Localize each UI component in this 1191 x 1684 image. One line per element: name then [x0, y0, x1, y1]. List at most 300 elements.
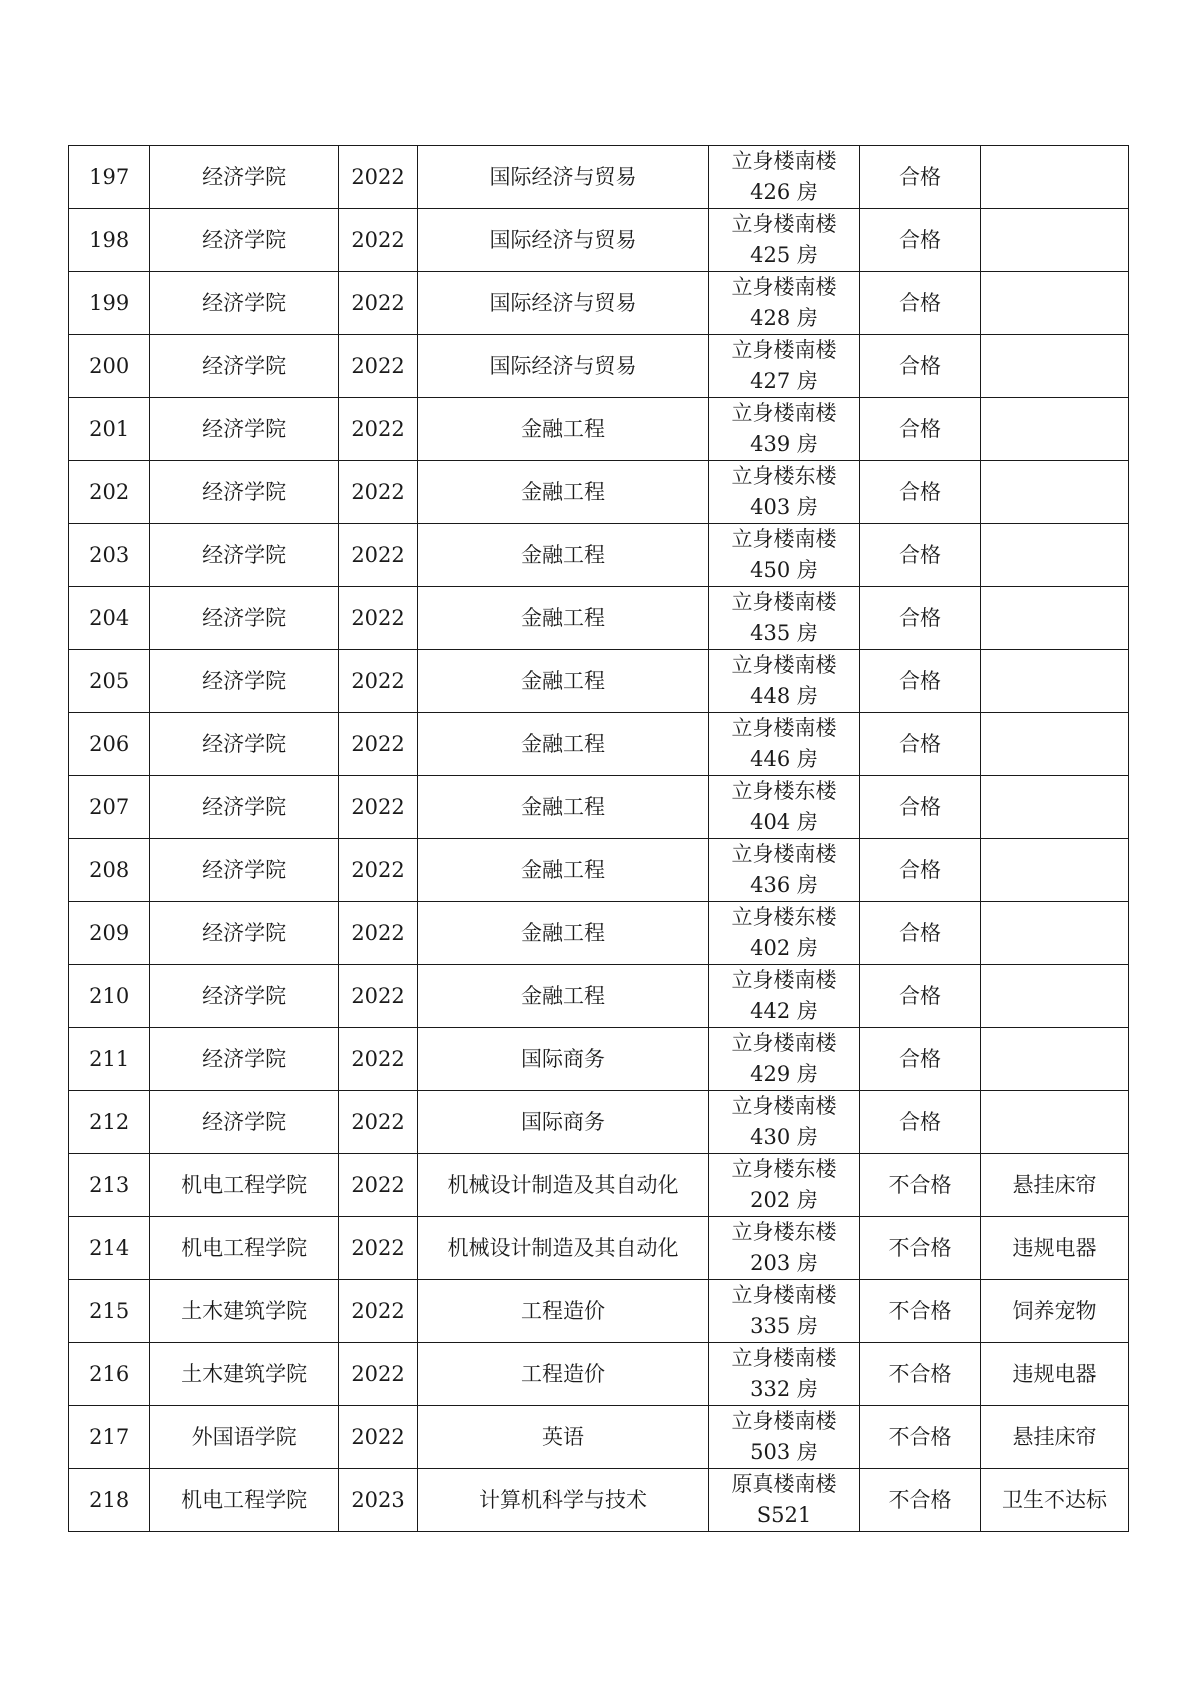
- dorm-building: 立身楼南楼: [731, 1283, 837, 1307]
- enrollment-year: 2022: [351, 983, 405, 1008]
- major-cell: [418, 1217, 709, 1280]
- major-cell: [418, 524, 709, 587]
- dorm-cell: [708, 461, 859, 524]
- table-row: [69, 209, 1129, 272]
- year-cell: [338, 839, 417, 902]
- result-cell: [860, 965, 981, 1028]
- dorm-building: 立身楼南楼: [731, 401, 837, 425]
- inspection-result: 合格: [898, 1046, 941, 1071]
- college-cell: [150, 209, 339, 272]
- enrollment-year: 2022: [351, 731, 405, 756]
- dorm-room: 426 房: [750, 180, 818, 204]
- table-row: [69, 1217, 1129, 1280]
- dorm-cell: [708, 965, 859, 1028]
- year-cell: [338, 965, 417, 1028]
- row-number: 210: [89, 983, 130, 1008]
- row-number: 208: [89, 857, 130, 882]
- inspection-result: 合格: [898, 227, 941, 252]
- inspection-result: 合格: [898, 920, 941, 945]
- dorm-building: 立身楼东楼: [731, 905, 837, 929]
- issue-cell: [980, 461, 1128, 524]
- major-cell: [418, 839, 709, 902]
- college-name: 经济学院: [202, 479, 287, 504]
- row-number-cell: [69, 776, 150, 839]
- row-number: 199: [89, 290, 130, 315]
- dorm-room: 335 房: [750, 1314, 818, 1338]
- enrollment-year: 2022: [351, 479, 405, 504]
- result-cell: [860, 1217, 981, 1280]
- year-cell: [338, 1280, 417, 1343]
- dorm-room: 427 房: [750, 369, 818, 393]
- major-name: 金融工程: [521, 668, 606, 693]
- table-row: [69, 1343, 1129, 1406]
- row-number: 215: [89, 1298, 130, 1323]
- violation-issue: 悬挂床帘: [1012, 1172, 1097, 1197]
- major-cell: [418, 272, 709, 335]
- issue-cell: [980, 650, 1128, 713]
- inspection-result: 合格: [898, 1109, 941, 1134]
- major-cell: [418, 965, 709, 1028]
- dorm-cell: [708, 1154, 859, 1217]
- dorm-room: 439 房: [750, 432, 818, 456]
- major-cell: [418, 902, 709, 965]
- row-number: 217: [89, 1424, 130, 1449]
- dorm-building: 立身楼南楼: [731, 149, 837, 173]
- college-cell: [150, 272, 339, 335]
- major-name: 机械设计制造及其自动化: [447, 1172, 679, 1197]
- major-name: 工程造价: [521, 1298, 606, 1323]
- dorm-cell: [708, 1091, 859, 1154]
- issue-cell: [980, 1343, 1128, 1406]
- result-cell: [860, 335, 981, 398]
- row-number: 203: [89, 542, 130, 567]
- dorm-cell: [708, 398, 859, 461]
- row-number: 204: [89, 605, 130, 630]
- year-cell: [338, 398, 417, 461]
- dorm-room: 332 房: [750, 1377, 818, 1401]
- college-cell: [150, 587, 339, 650]
- issue-cell: [980, 587, 1128, 650]
- enrollment-year: 2022: [351, 542, 405, 567]
- table-row: [69, 1154, 1129, 1217]
- row-number-cell: [69, 1091, 150, 1154]
- major-cell: [418, 1280, 709, 1343]
- dorm-building: 立身楼南楼: [731, 590, 837, 614]
- inspection-result: 合格: [898, 731, 941, 756]
- college-name: 土木建筑学院: [181, 1298, 308, 1323]
- result-cell: [860, 839, 981, 902]
- major-name: 计算机科学与技术: [479, 1487, 648, 1512]
- enrollment-year: 2022: [351, 794, 405, 819]
- major-cell: [418, 209, 709, 272]
- table-body: [69, 146, 1129, 1532]
- dorm-building: 立身楼南楼: [731, 212, 837, 236]
- dorm-room: 425 房: [750, 243, 818, 267]
- enrollment-year: 2022: [351, 290, 405, 315]
- dorm-inspection-table: [68, 145, 1129, 1532]
- issue-cell: [980, 335, 1128, 398]
- major-name: 金融工程: [521, 794, 606, 819]
- college-cell: [150, 776, 339, 839]
- enrollment-year: 2022: [351, 227, 405, 252]
- result-cell: [860, 1028, 981, 1091]
- dorm-cell: [708, 146, 859, 209]
- dorm-cell: [708, 1406, 859, 1469]
- year-cell: [338, 1028, 417, 1091]
- major-name: 金融工程: [521, 605, 606, 630]
- year-cell: [338, 1406, 417, 1469]
- violation-issue: 悬挂床帘: [1012, 1424, 1097, 1449]
- enrollment-year: 2022: [351, 1046, 405, 1071]
- table-row: [69, 1406, 1129, 1469]
- college-name: 机电工程学院: [181, 1172, 308, 1197]
- college-name: 经济学院: [202, 731, 287, 756]
- dorm-building: 立身楼南楼: [731, 842, 837, 866]
- row-number: 211: [89, 1046, 130, 1071]
- year-cell: [338, 1343, 417, 1406]
- college-cell: [150, 1154, 339, 1217]
- row-number-cell: [69, 209, 150, 272]
- major-name: 英语: [542, 1424, 585, 1449]
- inspection-result: 合格: [898, 605, 941, 630]
- dorm-room: 404 房: [750, 810, 818, 834]
- result-cell: [860, 650, 981, 713]
- dorm-room: 403 房: [750, 495, 818, 519]
- row-number-cell: [69, 335, 150, 398]
- row-number-cell: [69, 272, 150, 335]
- table-row: [69, 965, 1129, 1028]
- major-name: 金融工程: [521, 920, 606, 945]
- row-number: 197: [89, 164, 130, 189]
- violation-issue: 违规电器: [1012, 1235, 1097, 1260]
- major-cell: [418, 398, 709, 461]
- row-number-cell: [69, 902, 150, 965]
- dorm-building: 立身楼南楼: [731, 338, 837, 362]
- row-number-cell: [69, 839, 150, 902]
- row-number: 218: [89, 1487, 130, 1512]
- major-name: 机械设计制造及其自动化: [447, 1235, 679, 1260]
- enrollment-year: 2022: [351, 1298, 405, 1323]
- result-cell: [860, 398, 981, 461]
- issue-cell: [980, 902, 1128, 965]
- college-cell: [150, 1217, 339, 1280]
- major-name: 国际经济与贸易: [489, 164, 637, 189]
- row-number-cell: [69, 398, 150, 461]
- inspection-result: 合格: [898, 542, 941, 567]
- year-cell: [338, 776, 417, 839]
- dorm-cell: [708, 1217, 859, 1280]
- issue-cell: [980, 398, 1128, 461]
- row-number-cell: [69, 146, 150, 209]
- major-name: 金融工程: [521, 857, 606, 882]
- issue-cell: [980, 209, 1128, 272]
- row-number-cell: [69, 650, 150, 713]
- dorm-building: 立身楼东楼: [731, 779, 837, 803]
- major-cell: [418, 713, 709, 776]
- inspection-result: 合格: [898, 164, 941, 189]
- row-number: 198: [89, 227, 130, 252]
- inspection-result: 不合格: [888, 1298, 952, 1323]
- dorm-building: 立身楼南楼: [731, 1031, 837, 1055]
- table-row: [69, 461, 1129, 524]
- college-cell: [150, 713, 339, 776]
- dorm-cell: [708, 524, 859, 587]
- dorm-room: 503 房: [750, 1440, 818, 1464]
- dorm-cell: [708, 587, 859, 650]
- issue-cell: [980, 1406, 1128, 1469]
- dorm-building: 立身楼南楼: [731, 653, 837, 677]
- college-name: 经济学院: [202, 164, 287, 189]
- dorm-cell: [708, 209, 859, 272]
- issue-cell: [980, 524, 1128, 587]
- issue-cell: [980, 965, 1128, 1028]
- inspection-result: 合格: [898, 857, 941, 882]
- dorm-cell: [708, 650, 859, 713]
- dorm-cell: [708, 1343, 859, 1406]
- violation-issue: 饲养宠物: [1012, 1298, 1097, 1323]
- major-name: 国际经济与贸易: [489, 353, 637, 378]
- dorm-room: 446 房: [750, 747, 818, 771]
- enrollment-year: 2022: [351, 1361, 405, 1386]
- dorm-room: 202 房: [750, 1188, 818, 1212]
- row-number-cell: [69, 1280, 150, 1343]
- row-number-cell: [69, 524, 150, 587]
- college-cell: [150, 1091, 339, 1154]
- enrollment-year: 2023: [351, 1487, 405, 1512]
- result-cell: [860, 461, 981, 524]
- issue-cell: [980, 1217, 1128, 1280]
- major-name: 国际商务: [521, 1109, 606, 1134]
- issue-cell: [980, 839, 1128, 902]
- college-name: 机电工程学院: [181, 1487, 308, 1512]
- year-cell: [338, 146, 417, 209]
- row-number: 214: [89, 1235, 130, 1260]
- dorm-building: 原真楼南楼: [731, 1472, 837, 1496]
- major-cell: [418, 1028, 709, 1091]
- issue-cell: [980, 272, 1128, 335]
- dorm-cell: [708, 839, 859, 902]
- college-cell: [150, 461, 339, 524]
- dorm-room: 428 房: [750, 306, 818, 330]
- result-cell: [860, 713, 981, 776]
- row-number: 200: [89, 353, 130, 378]
- dorm-room: 436 房: [750, 873, 818, 897]
- dorm-building: 立身楼南楼: [731, 527, 837, 551]
- inspection-result: 合格: [898, 983, 941, 1008]
- table-row: [69, 335, 1129, 398]
- dorm-cell: [708, 1280, 859, 1343]
- dorm-room: 203 房: [750, 1251, 818, 1275]
- enrollment-year: 2022: [351, 605, 405, 630]
- row-number-cell: [69, 1469, 150, 1532]
- major-cell: [418, 1154, 709, 1217]
- dorm-room: 442 房: [750, 999, 818, 1023]
- table-row: [69, 1469, 1129, 1532]
- major-cell: [418, 1469, 709, 1532]
- issue-cell: [980, 1280, 1128, 1343]
- enrollment-year: 2022: [351, 1172, 405, 1197]
- row-number: 213: [89, 1172, 130, 1197]
- table-row: [69, 776, 1129, 839]
- college-cell: [150, 902, 339, 965]
- enrollment-year: 2022: [351, 857, 405, 882]
- dorm-room: 429 房: [750, 1062, 818, 1086]
- row-number-cell: [69, 965, 150, 1028]
- enrollment-year: 2022: [351, 416, 405, 441]
- college-name: 经济学院: [202, 794, 287, 819]
- college-name: 经济学院: [202, 1046, 287, 1071]
- row-number-cell: [69, 1028, 150, 1091]
- college-name: 机电工程学院: [181, 1235, 308, 1260]
- dorm-cell: [708, 776, 859, 839]
- dorm-cell: [708, 713, 859, 776]
- enrollment-year: 2022: [351, 920, 405, 945]
- college-cell: [150, 398, 339, 461]
- row-number: 212: [89, 1109, 130, 1134]
- table-row: [69, 398, 1129, 461]
- result-cell: [860, 1406, 981, 1469]
- table-row: [69, 1280, 1129, 1343]
- college-cell: [150, 839, 339, 902]
- college-name: 外国语学院: [191, 1424, 297, 1449]
- major-cell: [418, 335, 709, 398]
- dorm-building: 立身楼南楼: [731, 1094, 837, 1118]
- college-name: 经济学院: [202, 857, 287, 882]
- row-number: 206: [89, 731, 130, 756]
- row-number-cell: [69, 461, 150, 524]
- enrollment-year: 2022: [351, 164, 405, 189]
- major-cell: [418, 1343, 709, 1406]
- dorm-room: S521: [756, 1503, 812, 1527]
- dorm-building: 立身楼东楼: [731, 1220, 837, 1244]
- inspection-result: 合格: [898, 290, 941, 315]
- inspection-result: 合格: [898, 416, 941, 441]
- row-number: 207: [89, 794, 130, 819]
- result-cell: [860, 1091, 981, 1154]
- inspection-result: 不合格: [888, 1235, 952, 1260]
- row-number-cell: [69, 1217, 150, 1280]
- result-cell: [860, 524, 981, 587]
- dorm-room: 448 房: [750, 684, 818, 708]
- violation-issue: 卫生不达标: [1001, 1487, 1107, 1512]
- dorm-room: 450 房: [750, 558, 818, 582]
- table-row: [69, 839, 1129, 902]
- college-name: 经济学院: [202, 542, 287, 567]
- issue-cell: [980, 713, 1128, 776]
- inspection-result: 合格: [898, 668, 941, 693]
- major-name: 金融工程: [521, 479, 606, 504]
- dorm-building: 立身楼南楼: [731, 275, 837, 299]
- issue-cell: [980, 776, 1128, 839]
- major-cell: [418, 146, 709, 209]
- dorm-building: 立身楼南楼: [731, 968, 837, 992]
- year-cell: [338, 1091, 417, 1154]
- year-cell: [338, 524, 417, 587]
- result-cell: [860, 902, 981, 965]
- table-row: [69, 713, 1129, 776]
- inspection-result: 不合格: [888, 1487, 952, 1512]
- inspection-result: 合格: [898, 794, 941, 819]
- college-cell: [150, 965, 339, 1028]
- major-cell: [418, 650, 709, 713]
- row-number: 205: [89, 668, 130, 693]
- dorm-cell: [708, 1469, 859, 1532]
- college-cell: [150, 650, 339, 713]
- dorm-cell: [708, 272, 859, 335]
- row-number-cell: [69, 1406, 150, 1469]
- dorm-room: 435 房: [750, 621, 818, 645]
- major-cell: [418, 1091, 709, 1154]
- row-number-cell: [69, 713, 150, 776]
- issue-cell: [980, 1091, 1128, 1154]
- dorm-building: 立身楼南楼: [731, 1409, 837, 1433]
- result-cell: [860, 587, 981, 650]
- result-cell: [860, 272, 981, 335]
- college-cell: [150, 1028, 339, 1091]
- college-cell: [150, 1469, 339, 1532]
- college-name: 经济学院: [202, 1109, 287, 1134]
- row-number: 202: [89, 479, 130, 504]
- table-row: [69, 650, 1129, 713]
- year-cell: [338, 902, 417, 965]
- dorm-building: 立身楼东楼: [731, 1157, 837, 1181]
- inspection-result: 合格: [898, 353, 941, 378]
- row-number: 216: [89, 1361, 130, 1386]
- year-cell: [338, 335, 417, 398]
- dorm-building: 立身楼南楼: [731, 716, 837, 740]
- result-cell: [860, 776, 981, 839]
- year-cell: [338, 713, 417, 776]
- result-cell: [860, 1154, 981, 1217]
- college-name: 经济学院: [202, 416, 287, 441]
- enrollment-year: 2022: [351, 353, 405, 378]
- result-cell: [860, 146, 981, 209]
- issue-cell: [980, 1154, 1128, 1217]
- issue-cell: [980, 1469, 1128, 1532]
- major-name: 国际经济与贸易: [489, 227, 637, 252]
- table-row: [69, 524, 1129, 587]
- year-cell: [338, 209, 417, 272]
- row-number-cell: [69, 1154, 150, 1217]
- major-name: 工程造价: [521, 1361, 606, 1386]
- college-name: 经济学院: [202, 605, 287, 630]
- major-name: 金融工程: [521, 542, 606, 567]
- college-cell: [150, 524, 339, 587]
- major-name: 金融工程: [521, 416, 606, 441]
- enrollment-year: 2022: [351, 1235, 405, 1260]
- result-cell: [860, 1280, 981, 1343]
- dorm-room: 402 房: [750, 936, 818, 960]
- college-cell: [150, 335, 339, 398]
- year-cell: [338, 461, 417, 524]
- major-cell: [418, 461, 709, 524]
- row-number: 209: [89, 920, 130, 945]
- enrollment-year: 2022: [351, 1424, 405, 1449]
- year-cell: [338, 1154, 417, 1217]
- major-name: 国际经济与贸易: [489, 290, 637, 315]
- table-row: [69, 272, 1129, 335]
- enrollment-year: 2022: [351, 1109, 405, 1134]
- college-name: 经济学院: [202, 920, 287, 945]
- college-name: 经济学院: [202, 227, 287, 252]
- dorm-building: 立身楼东楼: [731, 464, 837, 488]
- row-number-cell: [69, 1343, 150, 1406]
- row-number-cell: [69, 587, 150, 650]
- inspection-result: 合格: [898, 479, 941, 504]
- college-name: 经济学院: [202, 668, 287, 693]
- year-cell: [338, 1217, 417, 1280]
- dorm-cell: [708, 902, 859, 965]
